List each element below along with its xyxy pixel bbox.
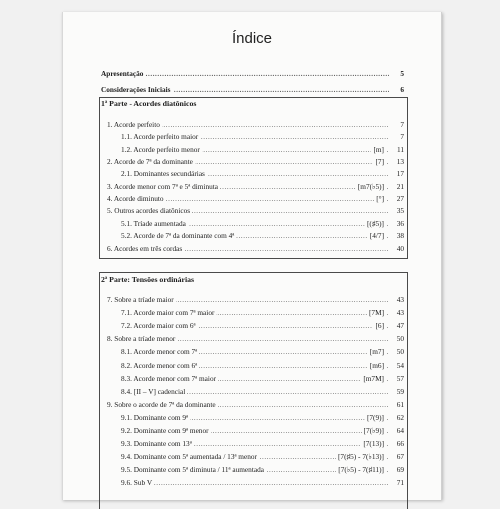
page-number: 50 bbox=[389, 346, 404, 358]
page-number: 43 bbox=[389, 294, 404, 306]
toc-entry-label: 8. Sobre a tríade menor bbox=[107, 334, 176, 344]
chord-symbol: [m] bbox=[373, 144, 384, 154]
page-number: 6 bbox=[389, 84, 404, 96]
page-number: 11 bbox=[389, 144, 404, 156]
page-number: 64 bbox=[389, 425, 404, 437]
toc-entry bbox=[121, 386, 404, 398]
toc-entry bbox=[107, 243, 404, 255]
page-number: 61 bbox=[389, 399, 404, 411]
chord-symbol: [m7(♭5)] bbox=[357, 181, 384, 191]
toc-entry bbox=[107, 156, 404, 168]
toc-entry-label: 7.1. Acorde maior com 7ª maior bbox=[121, 308, 215, 318]
toc-entry-label: 6. Acordes em três cordas bbox=[107, 243, 183, 253]
page-number: 57 bbox=[389, 373, 404, 385]
toc-entry bbox=[121, 307, 404, 319]
toc-entry bbox=[121, 230, 404, 242]
toc-entry bbox=[107, 181, 404, 193]
page-number: 35 bbox=[389, 205, 404, 217]
toc-entry-label: 9. Sobre o acorde de 7ª da dominante bbox=[107, 399, 216, 409]
toc-entry bbox=[121, 218, 404, 230]
toc-entry-label: 8.2. Acorde menor com 6ª bbox=[121, 360, 198, 370]
toc-entry-label: 2. Acorde de 7ª da dominante bbox=[107, 157, 193, 167]
page-number: 59 bbox=[389, 386, 404, 398]
page-title: Índice bbox=[231, 30, 273, 47]
page-number: 27 bbox=[389, 193, 404, 205]
toc-entry-label: 8.3. Acorde menor com 7ª maior bbox=[121, 373, 217, 383]
chord-symbol: [7(9)] bbox=[366, 412, 384, 422]
page-number: 38 bbox=[389, 230, 404, 242]
toc-entry bbox=[107, 193, 404, 205]
chord-symbol: [°] bbox=[376, 194, 384, 204]
toc-entry bbox=[121, 464, 404, 476]
toc-entry bbox=[121, 438, 404, 450]
part2-heading: 2ª Parte: Tensões ordinárias bbox=[101, 275, 195, 284]
page-number: 21 bbox=[389, 181, 404, 193]
toc-entry bbox=[101, 84, 404, 96]
toc-entry bbox=[121, 425, 404, 437]
toc-entry bbox=[121, 346, 404, 358]
toc-entry-label: 9.2. Dominante com 9ª menor bbox=[121, 426, 209, 435]
toc-entry bbox=[107, 205, 404, 217]
toc-entry-label: 9.4. Dominante com 5ª aumentada / 13ª menor bbox=[121, 452, 257, 462]
page-number: 67 bbox=[389, 451, 404, 463]
page-number: 54 bbox=[389, 360, 404, 372]
toc-entry-label: Apresentação bbox=[101, 69, 144, 78]
toc-entry-label: 8.1. Acorde menor com 7ª bbox=[121, 347, 198, 357]
page-number: 66 bbox=[389, 438, 404, 450]
page-number: 71 bbox=[389, 477, 404, 489]
page-number: 62 bbox=[389, 412, 404, 424]
toc-entry-label: Considerações Iniciais bbox=[101, 85, 171, 94]
toc-entry-label: 5.2. Acorde de 7ª da dominante com 4ª bbox=[121, 231, 235, 241]
toc-entry-label: 9.3. Dominante com 13ª bbox=[121, 439, 192, 449]
chord-symbol: [m6] bbox=[369, 360, 384, 370]
toc-entry-label: 7.2. Acorde maior com 6ª bbox=[121, 321, 196, 331]
chord-symbol: [7(♭5) - 7(♯11)] bbox=[338, 465, 384, 475]
toc-entry-label: 3. Acorde menor com 7ª e 5ª diminuta bbox=[107, 181, 219, 191]
toc-entry bbox=[107, 119, 404, 131]
chord-symbol: [m7] bbox=[369, 347, 384, 357]
page-number: 36 bbox=[389, 218, 404, 230]
chord-symbol: [7M] bbox=[369, 308, 384, 318]
page-number: 50 bbox=[389, 333, 404, 345]
page-number: 17 bbox=[389, 168, 404, 180]
toc-entry bbox=[107, 294, 404, 306]
page-number: 43 bbox=[389, 307, 404, 319]
page-number: 69 bbox=[389, 464, 404, 476]
toc-entry bbox=[121, 373, 404, 385]
toc-entry-label: 5. Outros acordes diatônicos bbox=[107, 206, 191, 216]
chord-symbol: [7(13)] bbox=[363, 439, 384, 449]
toc-entry bbox=[121, 320, 404, 332]
toc-entry bbox=[121, 412, 404, 424]
toc-entry-label: 4. Acorde diminuto bbox=[107, 194, 164, 204]
chord-symbol: [7] bbox=[375, 157, 384, 167]
chord-symbol: [m7M] bbox=[363, 373, 384, 383]
dot-leader bbox=[121, 477, 390, 489]
toc-entry-label: 1.1. Acorde perfeito maior bbox=[121, 132, 199, 142]
page-number: 47 bbox=[389, 320, 404, 332]
page-number: 7 bbox=[389, 131, 404, 143]
book-page bbox=[62, 12, 442, 500]
toc-entry bbox=[121, 477, 404, 489]
toc-entry-label: 2.1. Dominantes secundárias bbox=[121, 169, 205, 179]
page-number: 5 bbox=[389, 68, 404, 80]
toc-entry-label: 5.1. Tríade aumentada bbox=[121, 218, 186, 228]
chord-symbol: [7(♯5) - 7(♭13)] bbox=[338, 452, 384, 462]
page-number: 7 bbox=[389, 119, 404, 131]
toc-entry bbox=[121, 131, 404, 143]
chord-symbol: [(♯5)] bbox=[366, 218, 384, 228]
toc-entry-label: 1. Acorde perfeito bbox=[107, 120, 160, 129]
toc-entry-label: 9.1. Dominante com 9ª bbox=[121, 412, 189, 422]
toc-entry bbox=[107, 399, 404, 411]
chord-symbol: [4/7] bbox=[369, 231, 384, 241]
toc-entry-label: 1.2. Acorde perfeito menor bbox=[121, 144, 200, 154]
toc-entry bbox=[121, 360, 404, 372]
toc-entry bbox=[101, 68, 404, 80]
toc-entry-label: 7. Sobre a tríade maior bbox=[107, 295, 174, 304]
part1-heading: 1ª Parte - Acordes diatônicos bbox=[101, 99, 197, 108]
toc-entry-label: 9.6. Sub V bbox=[121, 478, 153, 488]
toc-entry bbox=[121, 144, 404, 156]
chord-symbol: [6] bbox=[375, 321, 384, 331]
toc-entry-label: 8.4. [II – V] cadencial bbox=[121, 386, 186, 396]
toc-entry-label: 9.5. Dominante com 5ª diminuta / 11ª aumentada bbox=[121, 465, 264, 475]
page-number: 40 bbox=[389, 243, 404, 255]
chord-symbol: [7(♭9)] bbox=[363, 426, 384, 435]
page-number: 13 bbox=[389, 156, 404, 168]
toc-entry bbox=[121, 451, 404, 463]
toc-entry bbox=[121, 168, 404, 180]
toc-entry bbox=[107, 333, 404, 345]
